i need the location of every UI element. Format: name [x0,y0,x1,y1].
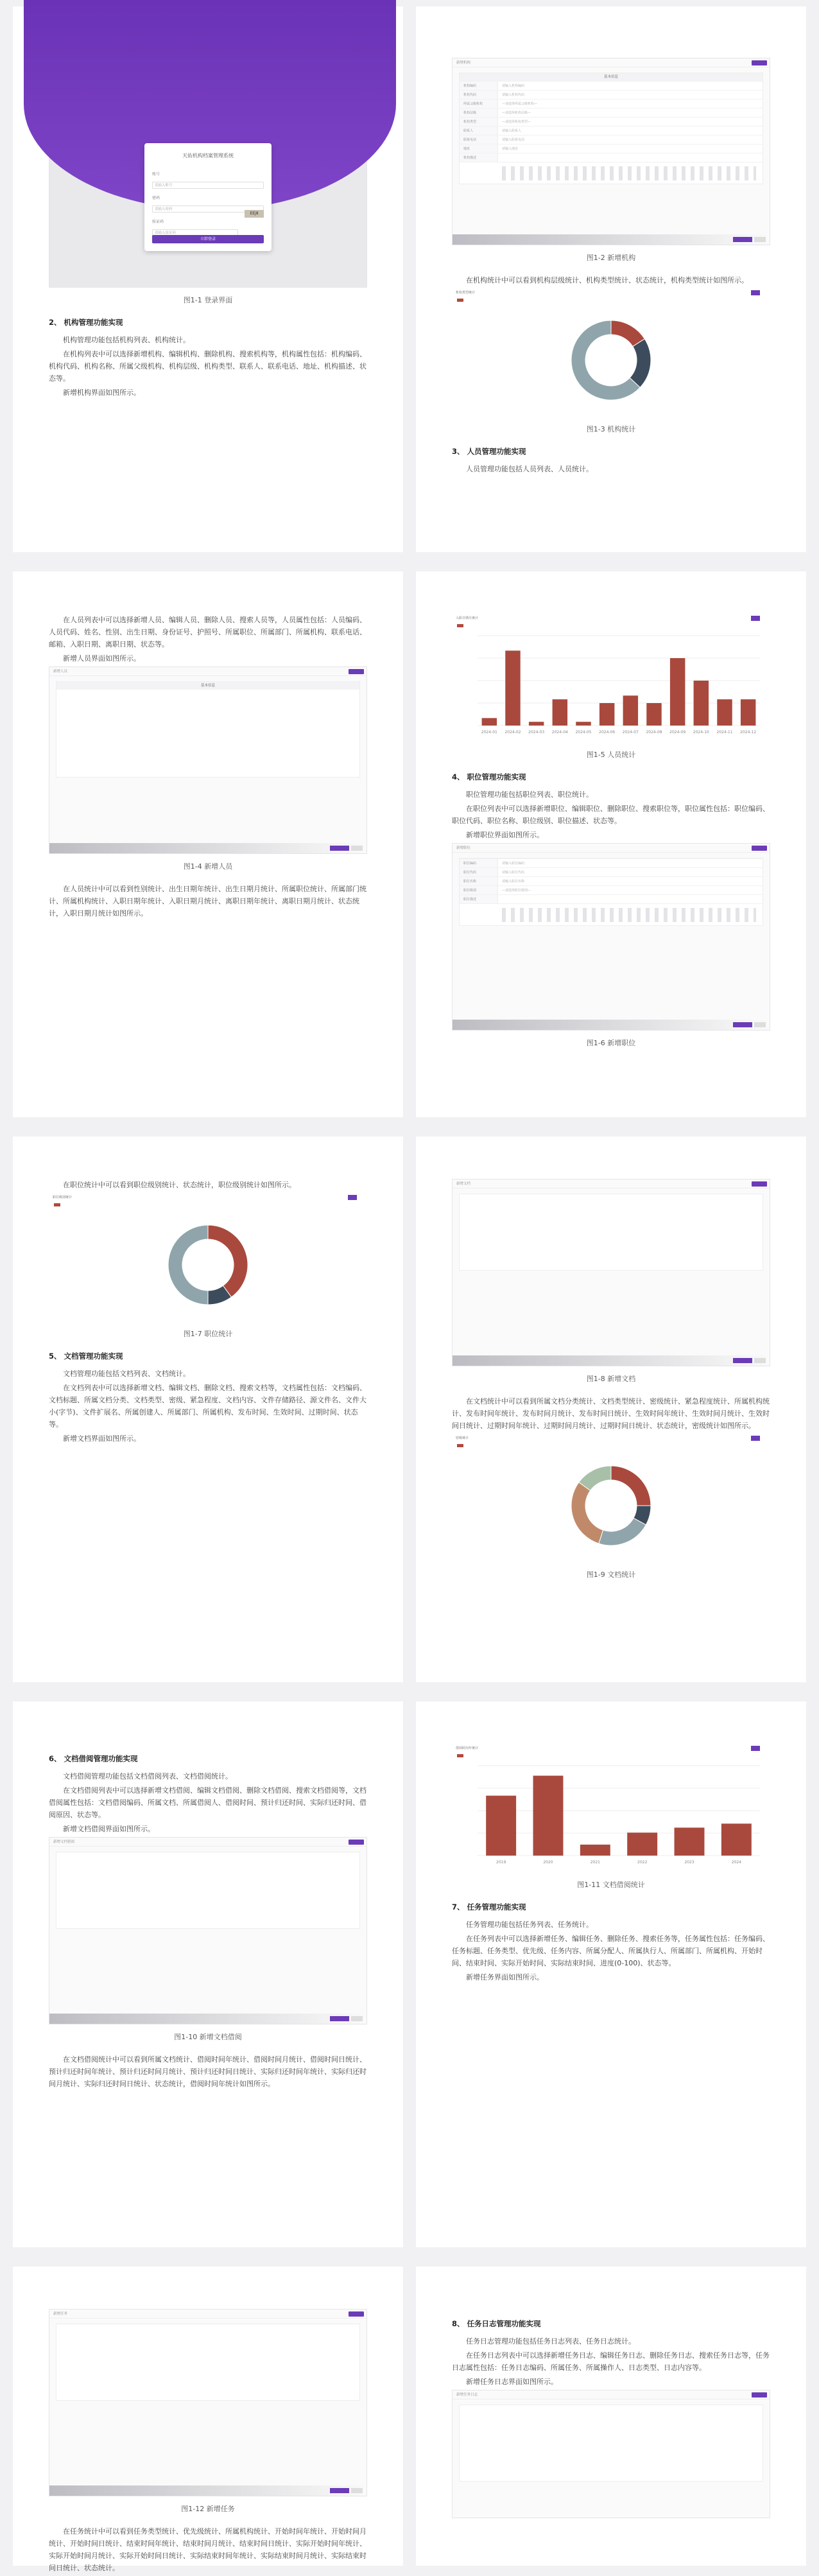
chart-legend [452,297,770,304]
form-toolbar-title: 新增任务日志 [456,2393,478,2397]
login-button[interactable]: 立即登录 [152,235,264,243]
query-button[interactable] [751,1746,760,1751]
form-row-input[interactable]: 请输入联系电话 [502,138,525,142]
x-tick-label: 2021 [590,1860,600,1865]
section-title: 7、 任务管理功能实现 [452,1902,526,1911]
donut-slice [611,1466,651,1506]
section-title: 3、 人员管理功能实现 [452,447,526,456]
close-button[interactable] [752,2392,767,2398]
save-button[interactable] [330,2488,349,2493]
paragraph: 在文档借阅统计中可以看到所属文档统计、借阅时间年统计、借阅时间月统计、借阅时间日统计、预计归还时间年统计、预计归还时间月统计、预计归还时间日统计、实际归还时间年统计、实际归还时间月统计、实际归还时间日统计、状态统计，借阅时间年统计如图所示。 [49,2055,366,2088]
close-button[interactable] [349,2311,364,2317]
account-input[interactable]: 请输入账号 [152,182,264,189]
form-row [460,153,763,162]
chart-panel [452,288,770,417]
form-row-input[interactable]: 请输入职位名称 [502,880,525,883]
form-toolbar [453,58,770,67]
account-label: 账号 [152,172,160,177]
paragraph: 在文档列表中可以选择新增文档、编辑文档、删除文档、搜索文档等，文档属性包括：文档编码、文档标题、所属文档分类、文档类型、密级、紧急程度、文档内容、文件存储路径、源文件名、文件大小(字节)、文件扩展名、所属创建人、所属部门、所属机构、发布时间、生效时间、过期时间、状态等。 [49,1384,366,1429]
paragraph: 在职位列表中可以选择新增职位、编辑职位、删除职位、搜索职位等，职位属性包括：职位编码、职位代码、职位名称、职位级别、职位描述、状态等。 [452,805,770,825]
paragraph: 职位管理功能包括职位列表、职位统计。 [466,790,593,799]
bar [623,695,638,726]
form-row-label: 机构编码 [460,82,498,90]
chart-filter-bar [452,1744,770,1753]
section-title: 4、 职位管理功能实现 [452,772,526,781]
chart-filter-label: 入职日期月统计 [456,616,479,620]
paragraph: 文档借阅管理功能包括文档借阅列表、文档借阅统计。 [63,1772,232,1780]
doc-page-9 [13,2267,403,2572]
paragraph: 新增人员界面如图所示。 [63,654,141,663]
add-org-screenshot [452,58,770,245]
x-tick-label: 2023 [684,1860,694,1865]
bar [599,703,614,726]
x-tick-label: 2024-06 [599,730,616,735]
donut-chart [49,1208,367,1321]
donut-slice [168,1225,208,1305]
footer-bar [49,843,366,853]
form-row-input[interactable]: 请输入联系人 [502,129,522,133]
password-label: 密码 [152,196,160,200]
rich-editor[interactable] [460,162,763,184]
form-panel [56,2324,360,2401]
chart-legend [49,1202,367,1208]
form-row-label: 机构描述 [460,153,498,162]
section-title: 8、 任务日志管理功能实现 [452,2319,541,2328]
form-row-input[interactable]: 请输入职位编码 [502,862,525,866]
x-tick-label: 2024-08 [646,730,662,735]
chart-filter-bar [452,614,770,623]
form-row [460,126,763,135]
paragraph: 在职位统计中可以看到职位级别统计、状态统计，职位级别统计如图所示。 [63,1181,296,1189]
cancel-button[interactable] [351,846,363,851]
bar [576,722,591,726]
figure-caption: 图1-7 职位统计 [183,1330,233,1338]
x-tick-label: 2024-02 [504,730,521,735]
captcha-label: 验证码 [152,220,164,224]
form-row [460,135,763,144]
form-toolbar-title: 新增人员 [53,670,68,674]
bar [627,1832,657,1856]
donut-slice [630,339,651,388]
chart-filter-label: 职位级别统计 [53,1196,73,1199]
form-row-input[interactable]: 请输入地址 [502,147,519,151]
form-row-label: 职位代码 [460,868,498,876]
form-row [460,867,763,876]
form-row-input[interactable]: —请选择机构层级— [502,111,531,115]
bar [529,722,544,726]
chart-panel [452,614,770,742]
chart-legend [452,1753,770,1759]
figure-caption: 图1-3 机构统计 [586,425,636,433]
form-row [460,885,763,894]
donut-slice [599,1518,646,1545]
x-tick-label: 2024-03 [528,730,545,735]
form-row [460,108,763,117]
bar [646,703,661,726]
bar [741,699,755,726]
figure-caption: 图1-5 人员统计 [586,751,636,759]
paragraph: 新增任务界面如图所示。 [466,1973,544,1981]
editor-toolbar [502,166,756,180]
bar-chart [452,629,770,742]
save-button[interactable] [733,237,752,242]
paragraph: 在人员统计中可以看到性别统计、出生日期年统计、出生日期月统计、所属职位统计、所属部门统计、所属机构统计、入职日期年统计、入职日期月统计、离职日期年统计、离职日期月统计、状态统计，入职日期月统计如图所示。 [49,885,366,918]
form-actions [330,846,363,851]
x-tick-label: 2024-01 [481,730,497,735]
form-toolbar [453,1179,770,1188]
form-panel [56,1852,360,1929]
paragraph: 在人员列表中可以选择新增人员、编辑人员、删除人员、搜索人员等，人员属性包括：人员编码、人员代码、姓名、性别、出生日期、身份证号、护照号、所属职位、所属部门、所属机构、联系电话、邮箱、入职日期、离职日期、状态等。 [49,616,366,648]
paragraph: 新增机构界面如图所示。 [63,388,141,397]
form-row-input[interactable]: —请选择职位级别— [502,889,531,892]
paragraph: 人员管理功能包括人员列表、人员统计。 [466,465,593,473]
bar [553,699,567,726]
cancel-button[interactable] [351,2488,363,2493]
doc-page-2 [416,6,806,552]
x-tick-label: 2024 [731,1860,741,1865]
form-row-input[interactable]: 请输入职位代码 [502,871,525,875]
x-tick-label: 2024-07 [622,730,639,735]
section-title: 5、 文档管理功能实现 [49,1352,123,1361]
chart-panel [452,1744,770,1872]
form-row-label: 职位名称 [460,877,498,885]
close-button[interactable] [752,60,767,65]
form-row [460,876,763,885]
paragraph: 在任务列表中可以选择新增任务、编辑任务、删除任务、搜索任务等，任务属性包括：任务编码、任务标题、任务类型、优先级、任务内容、所属分配人、所属执行人、所属部门、所属机构、开始时间、结束时间、实际开始时间、实际结束时间、进度(0-100)、状态等。 [452,1935,770,1967]
footer-bar [453,1020,770,1030]
chart-filter-label: 密级统计 [456,1436,469,1440]
doc-page-1 [13,6,403,552]
add-person-screenshot [49,666,367,854]
form-actions [733,1358,766,1363]
form-toolbar-title: 新增职位 [456,846,471,850]
bar [482,718,497,726]
form-toolbar [453,2390,770,2399]
donut-slice [571,1483,603,1544]
form-row [460,858,763,867]
figure-caption: 图1-1 登录界面 [183,296,233,304]
paragraph: 在任务日志列表中可以选择新增任务日志、编辑任务日志、删除任务日志、搜索任务日志等，任务日志属性包括：任务日志编码、所属任务、所属操作人、日志类型、日志内容等。 [452,2351,770,2372]
figure-caption: 图1-6 新增职位 [586,1039,636,1047]
password-input[interactable]: 请输入密码 [152,205,264,213]
bar [694,681,709,726]
bar [721,1823,752,1856]
form-row [460,90,763,99]
x-tick-label: 2024-04 [551,730,568,735]
x-tick-label: 2024-11 [716,730,733,735]
login-title: 天佑机构档案管理系统 [182,153,234,159]
login-card [144,143,272,251]
doc-page-10 [416,2267,806,2566]
x-tick-label: 2019 [496,1860,506,1865]
doc-page-6 [416,1136,806,1682]
form-toolbar [49,667,366,676]
editor-toolbar [502,908,756,922]
x-tick-label: 2024-12 [740,730,757,735]
captcha-image[interactable]: EEj8 [245,210,264,218]
chart-filter-label: 借阅时间年统计 [456,1746,479,1750]
footer-bar [49,2485,366,2496]
doc-page-4 [416,571,806,1117]
form-row-label: 地址 [460,144,498,153]
chart-legend [452,1443,770,1449]
footer-bar [453,234,770,245]
paragraph: 在机构列表中可以选择新增机构、编辑机构、删除机构、搜索机构等，机构属性包括：机构编码、机构代码、机构名称、所属父级机构、机构层级、机构类型、联系人、联系电话、地址、机构描述、状态等。 [49,350,366,383]
form-toolbar [49,1838,366,1847]
form-actions [733,1022,766,1027]
footer-bar [453,1355,770,1366]
form-row-label: 机构类型 [460,117,498,126]
form-panel [56,681,360,778]
form-row-input[interactable] [498,153,763,162]
form-toolbar-title: 新增任务 [53,2312,68,2316]
x-tick-label: 2022 [637,1860,648,1865]
figure-caption: 图1-11 文档借阅统计 [577,1881,645,1889]
chart-filter-bar [452,1434,770,1443]
footer-bar [49,2014,366,2024]
chart-panel [452,1434,770,1562]
x-tick-label: 2024-09 [669,730,686,735]
form-panel [459,73,763,184]
form-toolbar-title: 新增机构 [456,61,471,65]
save-button[interactable] [733,1022,752,1027]
cancel-button[interactable] [351,2016,363,2021]
chart-panel [49,1193,367,1321]
close-button[interactable] [752,846,767,851]
doc-page-8 [416,1701,806,2247]
bar [717,699,732,726]
donut-slice [208,1225,248,1297]
x-tick-label: 2020 [543,1860,553,1865]
bar [533,1776,564,1856]
doc-page-5 [13,1136,403,1682]
form-toolbar [49,2310,366,2319]
form-actions [733,237,766,242]
save-button[interactable] [330,846,349,851]
login-screenshot [49,100,367,288]
form-actions [330,2016,363,2021]
query-button[interactable] [751,290,760,295]
chart-filter-label: 机构类型统计 [456,291,476,295]
bar-chart [452,1759,770,1872]
query-button[interactable] [751,1436,760,1441]
form-row-label: 机构代码 [460,91,498,99]
bar [670,658,685,726]
chart-legend [452,623,770,629]
figure-caption: 图1-10 新增文档借阅 [174,2033,242,2041]
form-panel [459,1194,763,1271]
form-row-input[interactable]: 请输入机构编码 [502,84,525,88]
form-row [460,117,763,126]
bar [486,1796,516,1856]
section-title: 6、 文档借阅管理功能实现 [49,1754,138,1763]
cancel-button[interactable] [754,237,766,242]
form-row-label: 机构层级 [460,109,498,117]
paragraph: 新增文档借阅界面如图所示。 [63,1825,155,1833]
donut-chart [452,304,770,417]
figure-caption: 图1-9 文档统计 [586,1571,636,1579]
rich-editor[interactable] [460,903,763,925]
paragraph: 在文档借阅列表中可以选择新增文档借阅、编辑文档借阅、删除文档借阅、搜索文档借阅等，文档借阅属性包括：文档借阅编码、所属文档、所属借阅人、借阅时间、预计归还时间、实际归还时间、借阅原因、状态等。 [49,1786,366,1819]
form-toolbar-title: 新增文档借阅 [53,1840,75,1844]
form-panel [459,858,763,926]
section-title: 2、 机构管理功能实现 [49,318,123,327]
figure-caption: 图1-4 新增人员 [183,862,233,871]
form-row [460,81,763,90]
donut-chart [452,1449,770,1562]
form-row-label: 职位级别 [460,886,498,894]
form-row-label: 联系人 [460,126,498,135]
close-button[interactable] [752,1181,767,1187]
form-toolbar [453,844,770,853]
query-button[interactable] [751,616,760,621]
form-row-input[interactable]: —请选择所属父级机构— [502,102,538,106]
form-toolbar-title: 新增文档 [456,1182,471,1186]
doc-page-7 [13,1701,403,2247]
paragraph: 文档管理功能包括文档列表、文档统计。 [63,1370,190,1378]
paragraph: 机构管理功能包括机构列表、机构统计。 [63,336,190,344]
close-button[interactable] [349,669,364,674]
add-borrow-screenshot [49,1837,367,2024]
form-section-header: 基本信息 [56,682,359,690]
form-row-input[interactable]: 请输入机构代码 [502,93,525,97]
form-row-input[interactable]: —请选择机构类型— [502,120,531,124]
cancel-button[interactable] [754,1358,766,1363]
paragraph: 任务管理功能包括任务列表、任务统计。 [466,1920,593,1929]
form-row [460,99,763,108]
query-button[interactable] [348,1195,357,1200]
figure-caption: 图1-12 新增任务 [181,2505,235,2513]
save-button[interactable] [733,1358,752,1363]
form-row-label: 职位编码 [460,859,498,867]
form-section-header: 基本信息 [460,73,763,81]
paragraph: 新增任务日志界面如图所示。 [466,2378,558,2386]
paragraph: 在文档统计中可以看到所属文档分类统计、文档类型统计、密级统计、紧急程度统计、所属机构统计、发布时间年统计、发布时间月统计、发布时间日统计、生效时间年统计、生效时间月统计、生效时间日统计、过期时间年统计、过期时间月统计、过期时间日统计、状态统计，密级统计如图所示。 [452,1397,770,1430]
save-button[interactable] [330,2016,349,2021]
bar [505,650,520,726]
cancel-button[interactable] [754,1022,766,1027]
figure-caption: 图1-8 新增文档 [586,1375,636,1383]
x-tick-label: 2024-05 [575,730,592,735]
doc-page-3 [13,571,403,1117]
bar [675,1827,705,1856]
add-tasklog-screenshot [452,2390,770,2518]
form-panel [459,2405,763,2482]
form-row [460,894,763,903]
captcha-input[interactable]: 请输入验证码 [152,229,238,236]
add-document-screenshot [452,1179,770,1366]
add-position-screenshot [452,843,770,1031]
x-tick-label: 2024-10 [693,730,709,735]
form-row-label: 联系电话 [460,135,498,144]
chart-filter-bar [452,288,770,297]
figure-caption: 图1-2 新增机构 [586,254,636,262]
paragraph: 新增职位界面如图所示。 [466,831,544,839]
form-row-label: 职位描述 [460,895,498,903]
paragraph: 在任务统计中可以看到任务类型统计、优先级统计、所属机构统计、开始时间年统计、开始时间月统计、开始时间日统计、结束时间年统计、结束时间月统计、结束时间日统计、实际开始时间年统计、实际开始时间月统计、实际开始时间日统计、实际结束时间年统计、实际结束时间月统计、实际结束时间日统计、状态统计。 [49,2527,366,2572]
paragraph: 新增文档界面如图所示。 [63,1434,141,1443]
form-actions [330,2488,363,2493]
bar [580,1845,610,1856]
add-task-screenshot [49,2309,367,2496]
form-row [460,144,763,153]
close-button[interactable] [349,1840,364,1845]
paragraph: 在机构统计中可以看到机构层级统计、机构类型统计、状态统计，机构类型统计如图所示。 [466,276,748,284]
paragraph: 任务日志管理功能包括任务日志列表、任务日志统计。 [466,2337,635,2345]
form-row-label: 所属父级机构 [460,100,498,108]
chart-filter-bar [49,1193,367,1202]
form-row-input[interactable] [498,895,763,903]
